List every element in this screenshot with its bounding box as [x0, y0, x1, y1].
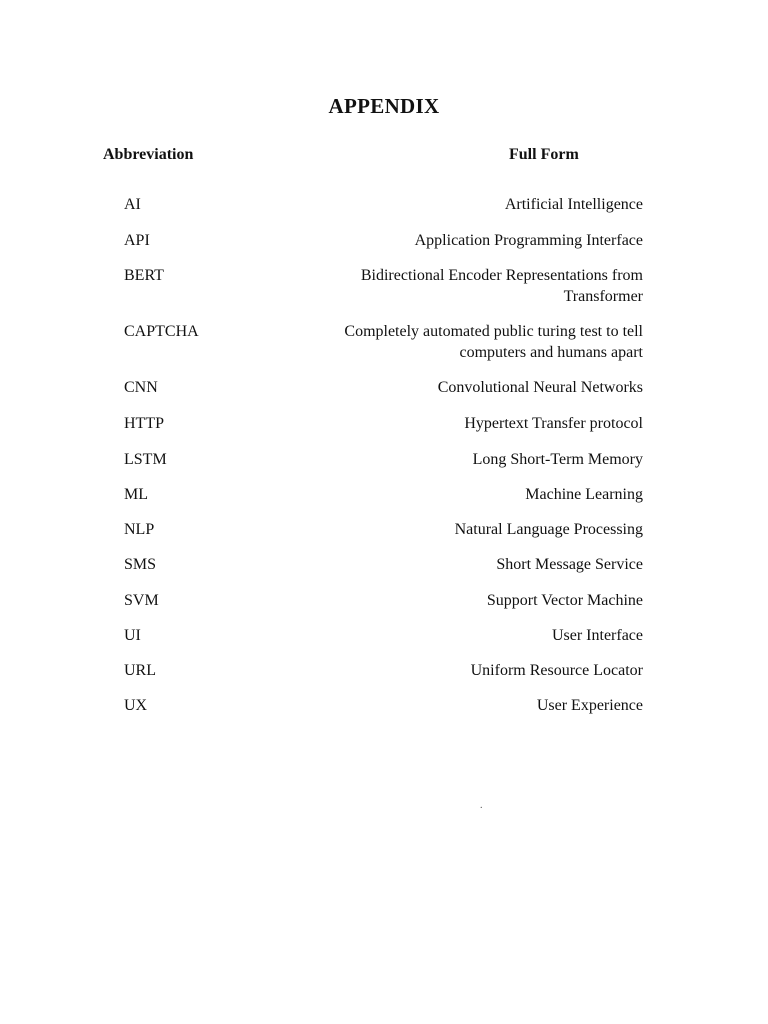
full-form-cell: Completely automated public turing test to tell computers and humans apart — [344, 323, 643, 361]
full-form-cell: Artificial Intelligence — [504, 196, 643, 213]
abbreviation-cell: NLP — [124, 521, 155, 538]
full-form-cell: Hypertext Transfer protocol — [464, 415, 643, 432]
abbreviation-cell: HTTP — [124, 415, 164, 432]
abbreviation-cell: BERT — [124, 267, 164, 284]
full-form-cell: Natural Language Processing — [454, 521, 643, 538]
abbreviation-cell: LSTM — [124, 451, 167, 468]
abbreviation-cell: CAPTCHA — [124, 323, 199, 340]
full-form-cell: Application Programming Interface — [414, 232, 643, 249]
abbreviation-cell: UI — [124, 627, 141, 644]
footer-mark: . — [480, 800, 483, 811]
abbreviation-cell: SMS — [124, 556, 157, 573]
full-form-cell: User Interface — [551, 627, 643, 644]
full-form-cell: Short Message Service — [496, 556, 643, 573]
full-form-cell: User Experience — [536, 697, 643, 714]
full-form-cell: Long Short-Term Memory — [472, 451, 643, 468]
abbreviation-cell: API — [124, 232, 150, 249]
page-title: APPENDIX — [328, 94, 440, 118]
abbreviation-cell: CNN — [124, 379, 158, 396]
full-form-cell: Machine Learning — [525, 486, 643, 503]
abbreviation-column-header: Abbreviation — [103, 146, 194, 163]
full-form-cell: Uniform Resource Locator — [470, 662, 643, 679]
abbreviation-cell: ML — [124, 486, 148, 503]
full-form-cell: Convolutional Neural Networks — [437, 379, 643, 396]
abbreviation-cell: SVM — [124, 592, 159, 609]
full-form-cell: Bidirectional Encoder Representations from Transformer — [360, 267, 643, 305]
abbreviation-cell: UX — [124, 697, 148, 714]
full-form-column-header: Full Form — [509, 146, 579, 163]
full-form-cell: Support Vector Machine — [486, 592, 643, 609]
abbreviation-cell: AI — [124, 196, 141, 213]
abbreviation-cell: URL — [124, 662, 156, 679]
